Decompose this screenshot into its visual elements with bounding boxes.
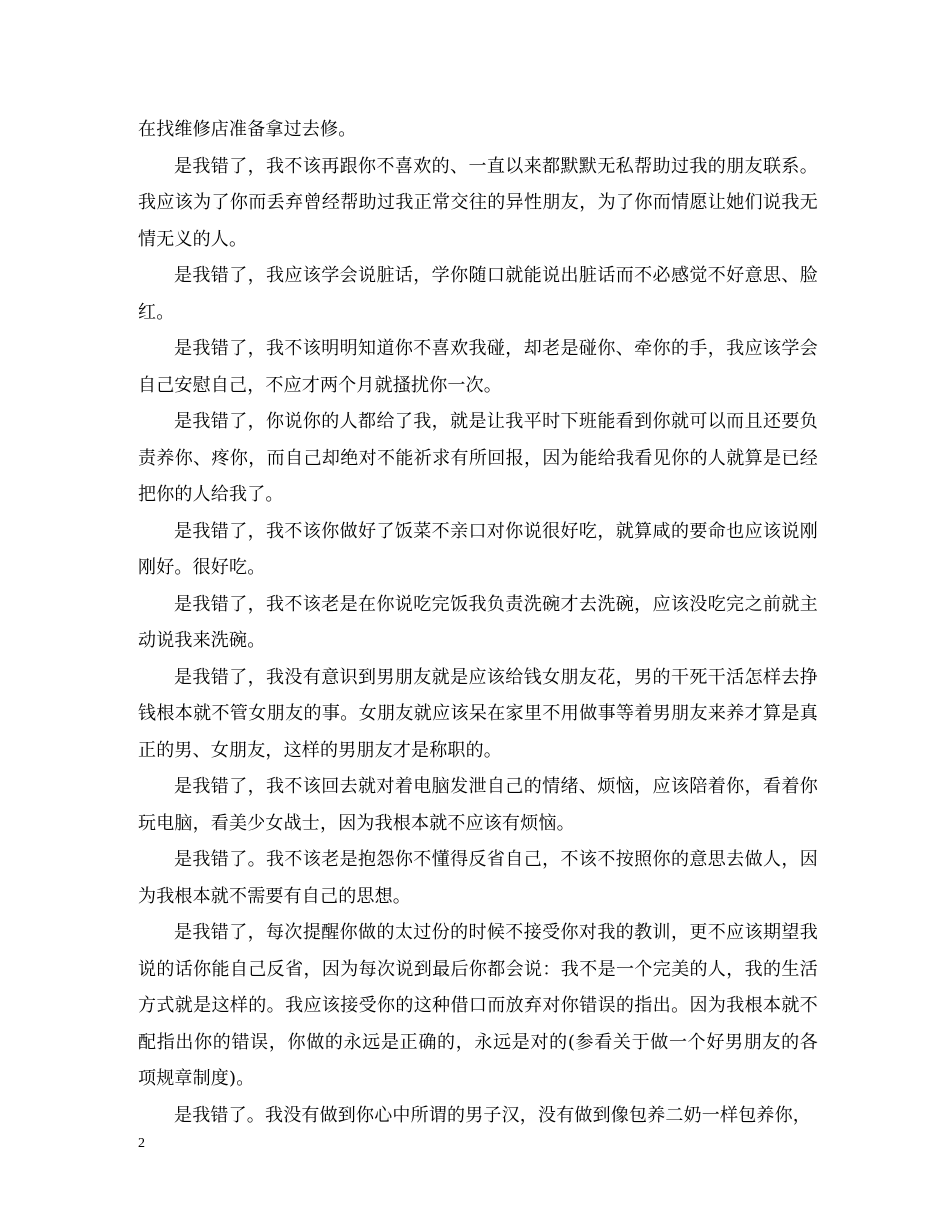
page-number: 2 (138, 1136, 145, 1151)
paragraph: 是我错了，我不该明明知道你不喜欢我碰，却老是碰你、牵你的手，我应该学会自己安慰自己，不应才两个月就搔扰你一次。 (138, 338, 818, 396)
paragraph: 是我错了，我不该再跟你不喜欢的、一直以来都默默无私帮助过我的朋友联系。我应该为了你而丢弃曾经帮助过我正常交往的异性朋友，为了你而情愿让她们说我无情无义的人。 (138, 155, 818, 250)
paragraph: 是我错了。我不该老是抱怨你不懂得反省自己，不该不按照你的意思去做人，因为我根本就不需要有自己的思想。 (138, 849, 818, 907)
paragraph: 是我错了，我不该回去就对着电脑发泄自己的情绪、烦恼，应该陪着你，看着你玩电脑，看美少女战士，因为我根本就不应该有烦恼。 (138, 776, 818, 834)
paragraph: 是我错了。我没有做到你心中所谓的男子汉，没有做到像包养二奶一样包养你， (174, 1104, 811, 1126)
paragraph: 是我错了，你说你的人都给了我，就是让我平时下班能看到你就可以而且还要负责养你、疼你，而自己却绝对不能祈求有所回报，因为能给我看见你的人就算是已经把你的人给我了。 (138, 411, 818, 505)
paragraph: 是我错了，我没有意识到男朋友就是应该给钱女朋友花，男的干死干活怎样去挣钱根本就不管女朋友的事。女朋友就应该呆在家里不用做事等着男朋友来养才算是真正的男、女朋友，这样的男朋友才是称职的。 (138, 666, 818, 761)
paragraph: 在找维修店准备拿过去修。 (138, 119, 357, 140)
paragraph: 是我错了，每次提醒你做的太过份的时候不接受你对我的教训，更不应该期望我说的话你能自己反省，因为每次说到最后你都会说：我不是一个完美的人，我的生活方式就是这样的。我应该接受你的这种借口而放弃对你错误的指出。因为我根本就不配指出你的错误，你做的永远是正确的，永远是对的(参看关于做一个好男朋友的各项规章制度)。 (138, 922, 818, 1089)
document-body (138, 112, 818, 1134)
paragraph: 是我错了，我不该你做好了饭菜不亲口对你说很好吃，就算咸的要命也应该说刚刚好。很好吃。 (138, 520, 818, 578)
paragraph: 是我错了，我应该学会说脏话，学你随口就能说出脏话而不必感觉不好意思、脸红。 (138, 265, 818, 323)
paragraph: 是我错了，我不该老是在你说吃完饭我负责洗碗才去洗碗，应该没吃完之前就主动说我来洗碗。 (138, 593, 818, 651)
